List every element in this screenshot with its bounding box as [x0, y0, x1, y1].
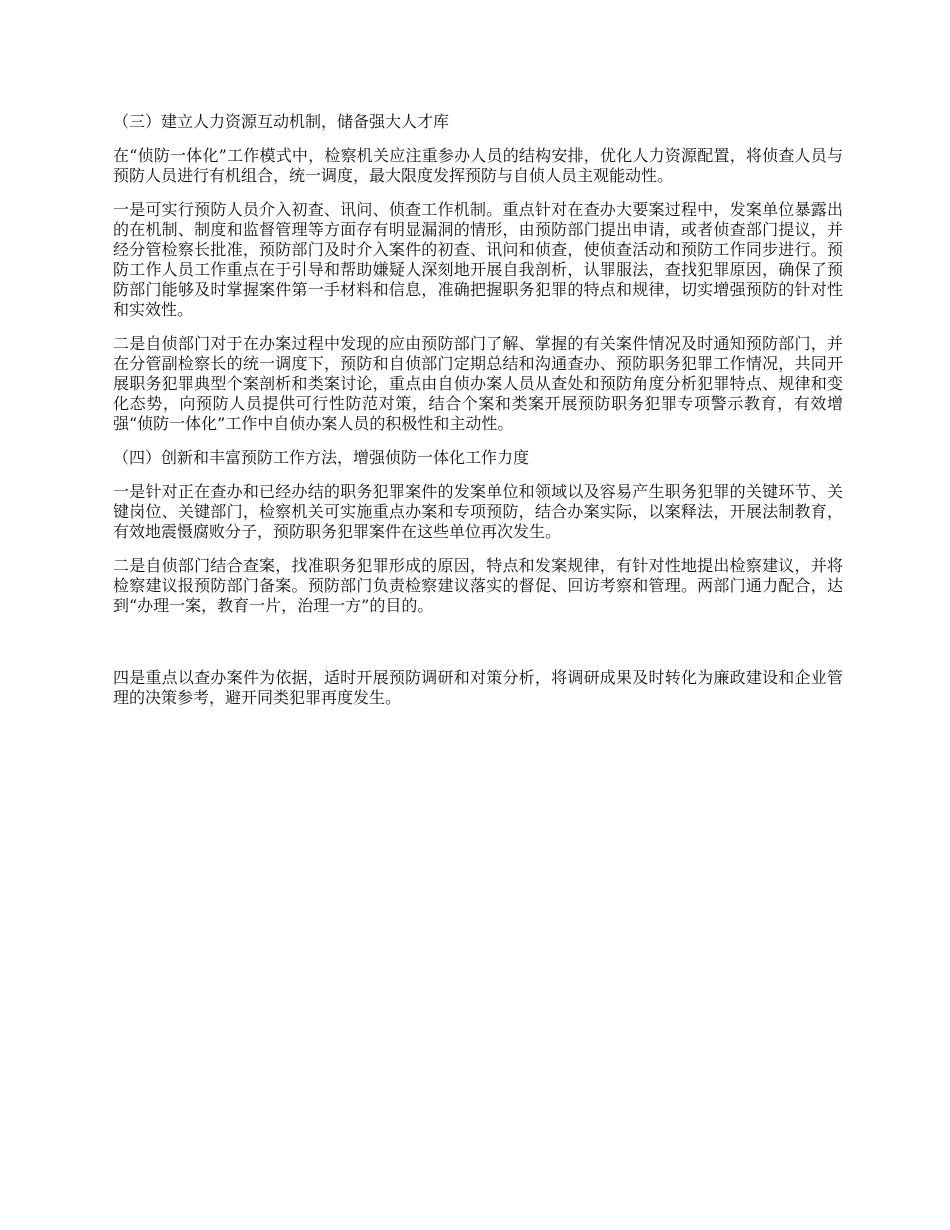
- paragraph-5: 二是自侦部门结合查案，找准职务犯罪形成的原因，特点和发案规律，有针对性地提出检察建议，并将检察建议报预防部门备案。预防部门负责检察建议落实的督促、回访考察和管理。两部门通力配合，达到“办理一案，教育一片，治理一方”的目的。: [113, 556, 843, 615]
- blank-gap: [113, 630, 843, 668]
- section-heading-4: （四）创新和丰富预防工作方法，增强侦防一体化工作力度: [113, 448, 530, 467]
- paragraph-2: 一是可实行预防人员介入初查、讯问、侦查工作机制。重点针对在查办大要案过程中，发案单位暴露出的在机制、制度和监督管理等方面存有明显漏洞的情形，由预防部门提出申请，或者侦查部门提议，并经分管检察长批准，预防部门及时介入案件的初查、讯问和侦查，使侦查活动和预防工作同步进行。预防工作人员工作重点在于引导和帮助嫌疑人深刻地开展自我剖析，认罪服法，查找犯罪原因，确保了预防部门能够及时掌握案件第一手材料和信息，准确把握职务犯罪的特点和规律，切实增强预防的针对性和实效性。: [113, 200, 843, 319]
- paragraph-3: 二是自侦部门对于在办案过程中发现的应由预防部门了解、掌握的有关案件情况及时通知预防部门，并在分管副检察长的统一调度下，预防和自侦部门定期总结和沟通查办、预防职务犯罪工作情况，共同开展职务犯罪典型个案剖析和类案讨论，重点由自侦办案人员从查处和预防角度分析犯罪特点、规律和变化态势，向预防人员提供可行性防范对策，结合个案和类案开展预防职务犯罪专项警示教育，有效增强“侦防一体化”工作中自侦办案人员的积极性和主动性。: [113, 334, 843, 433]
- section-heading-3: （三）建立人力资源互动机制，储备强大人才库: [113, 112, 450, 131]
- paragraph-6: 四是重点以查办案件为依据，适时开展预防调研和对策分析，将调研成果及时转化为廉政建设和企业管理的决策参考，避开同类犯罪再度发生。: [113, 668, 843, 707]
- document-body: [113, 112, 843, 722]
- paragraph-1: 在“侦防一体化”工作模式中，检察机关应注重参办人员的结构安排，优化人力资源配置，将侦查人员与预防人员进行有机组合，统一调度，最大限度发挥预防与自侦人员主观能动性。: [113, 146, 843, 185]
- paragraph-4: 一是针对正在查办和已经办结的职务犯罪案件的发案单位和领域以及容易产生职务犯罪的关键环节、关键岗位、关键部门，检察机关可实施重点办案和专项预防，结合办案实际，以案释法，开展法制教育，有效地震慑腐败分子，预防职务犯罪案件在这些单位再次发生。: [113, 482, 843, 541]
